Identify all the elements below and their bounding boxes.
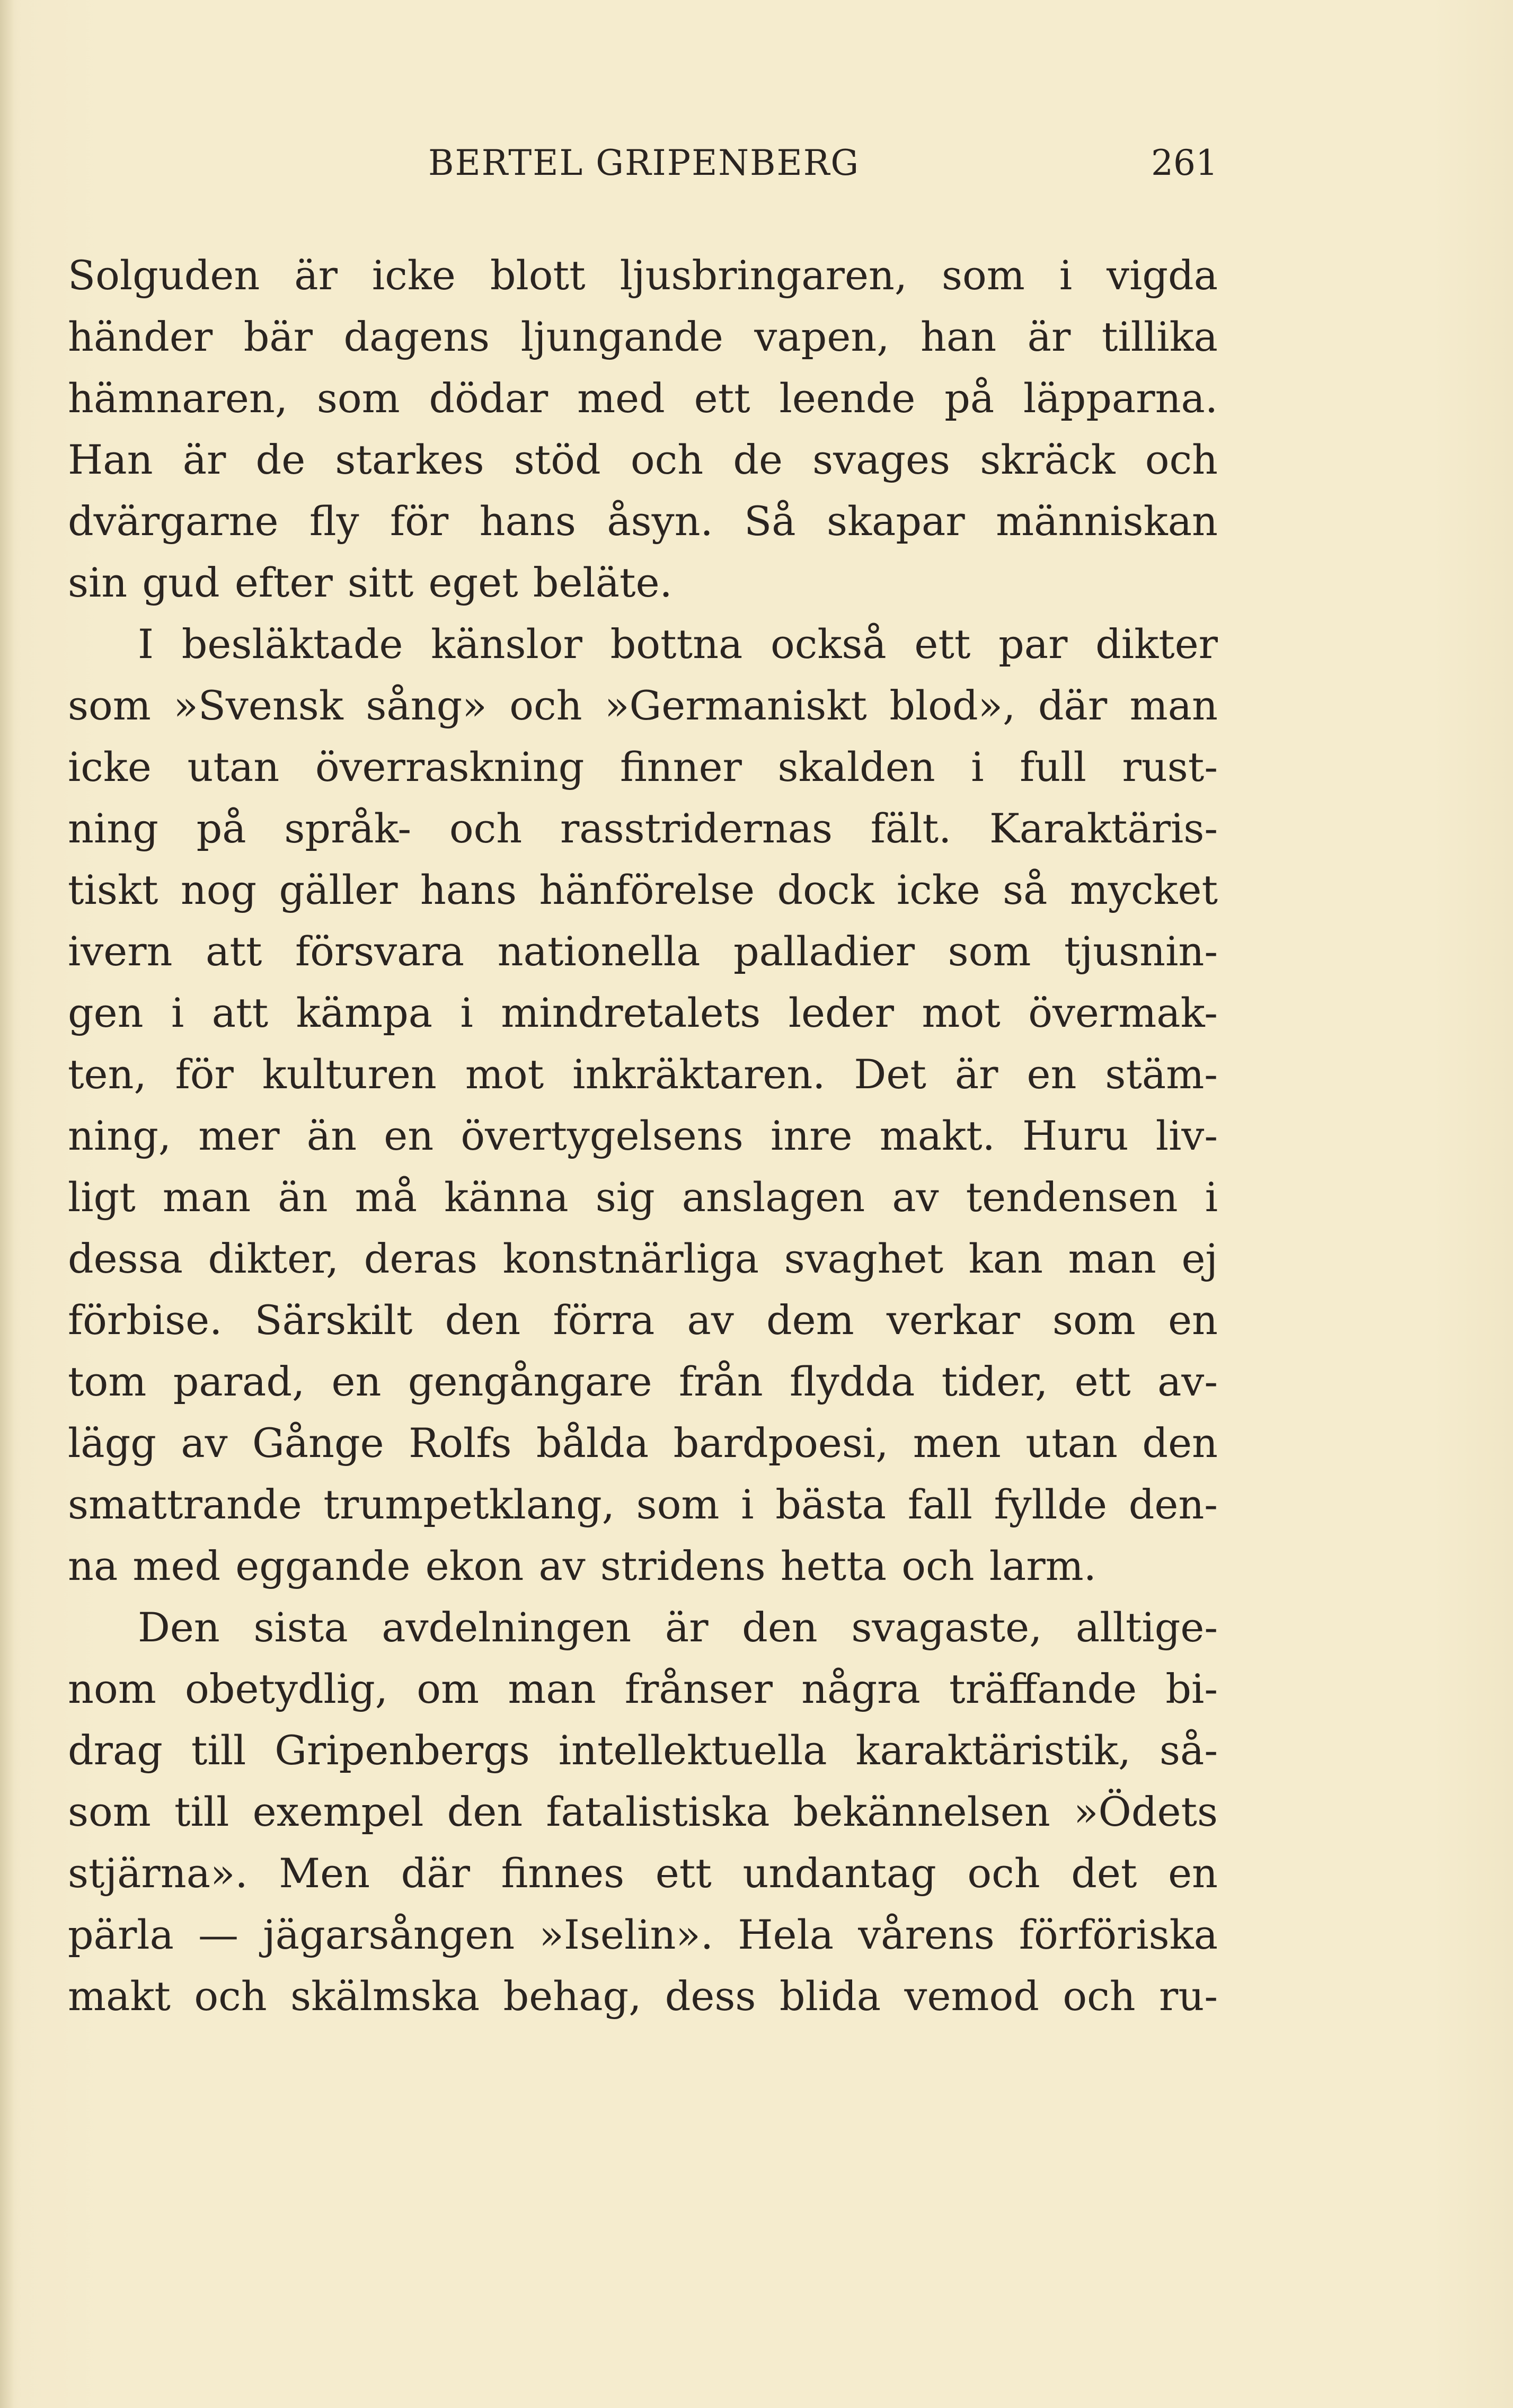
text-line: ten, för kulturen mot inkräktaren. Det är en stäm- bbox=[68, 1051, 1218, 1098]
text-line: ivern att försvara nationella palladier som tjusnin- bbox=[68, 928, 1218, 975]
text-line: hämnaren, som dödar med ett leende på läpparna. bbox=[68, 375, 1218, 422]
text-line: dessa dikter, deras konstnärliga svaghet kan man ej bbox=[68, 1235, 1218, 1282]
page-number: 261 bbox=[1151, 143, 1218, 183]
text-line: gen i att kämpa i mindretalets leder mot övermak- bbox=[68, 989, 1218, 1036]
text-line: nom obetydlig, om man frånser några träffande bi- bbox=[68, 1665, 1218, 1712]
body-text bbox=[68, 245, 1218, 2027]
text-line: tom parad, en gengångare från flydda tider, ett av- bbox=[68, 1358, 1218, 1405]
text-line: drag till Gripenbergs intellektuella karaktäristik, så- bbox=[68, 1727, 1218, 1774]
text-line: ning, mer än en övertygelsens inre makt. Huru liv- bbox=[68, 1112, 1218, 1159]
running-title: BERTEL GRIPENBERG bbox=[428, 143, 860, 183]
text-line: sin gud efter sitt eget beläte. bbox=[68, 559, 673, 606]
text-line: pärla — jägarsången »Iselin». Hela vårens förföriska bbox=[68, 1911, 1218, 1958]
page-gutter-shadow bbox=[0, 0, 14, 2408]
text-line: ning på språk- och rasstridernas fält. Karaktäris- bbox=[68, 805, 1218, 852]
text-line: förbise. Särskilt den förra av dem verkar som en bbox=[68, 1296, 1218, 1344]
page-header bbox=[68, 137, 1218, 195]
text-line: som »Svensk sång» och »Germaniskt blod», där man bbox=[68, 682, 1218, 729]
text-line: Han är de starkes stöd och de svages skräck och bbox=[68, 436, 1218, 483]
text-line: smattrande trumpetklang, som i bästa fall fyllde den- bbox=[68, 1481, 1218, 1528]
text-line: tiskt nog gäller hans hänförelse dock icke så mycket bbox=[68, 866, 1218, 913]
text-line: som till exempel den fatalistiska bekännelsen »Ödets bbox=[68, 1788, 1218, 1835]
text-line: na med eggande ekon av stridens hetta och larm. bbox=[68, 1542, 1096, 1589]
text-line: stjärna». Men där finnes ett undantag och det en bbox=[68, 1850, 1218, 1897]
text-line: I besläktade känslor bottna också ett par dikter bbox=[138, 620, 1218, 668]
text-line: händer bär dagens ljungande vapen, han är tillika bbox=[68, 313, 1218, 360]
text-line: ligt man än må känna sig anslagen av tendensen i bbox=[68, 1174, 1218, 1221]
text-line: icke utan överraskning finner skalden i full rust- bbox=[68, 743, 1218, 790]
text-line: Solguden är icke blott ljusbringaren, som i vigda bbox=[68, 252, 1218, 299]
text-line: lägg av Gånge Rolfs bålda bardpoesi, men utan den bbox=[68, 1419, 1218, 1467]
text-line: makt och skälmska behag, dess blida vemod och ru- bbox=[68, 1972, 1218, 2020]
text-line: dvärgarne fly för hans åsyn. Så skapar människan bbox=[68, 497, 1218, 545]
text-line: Den sista avdelningen är den svagaste, alltige- bbox=[138, 1604, 1218, 1651]
